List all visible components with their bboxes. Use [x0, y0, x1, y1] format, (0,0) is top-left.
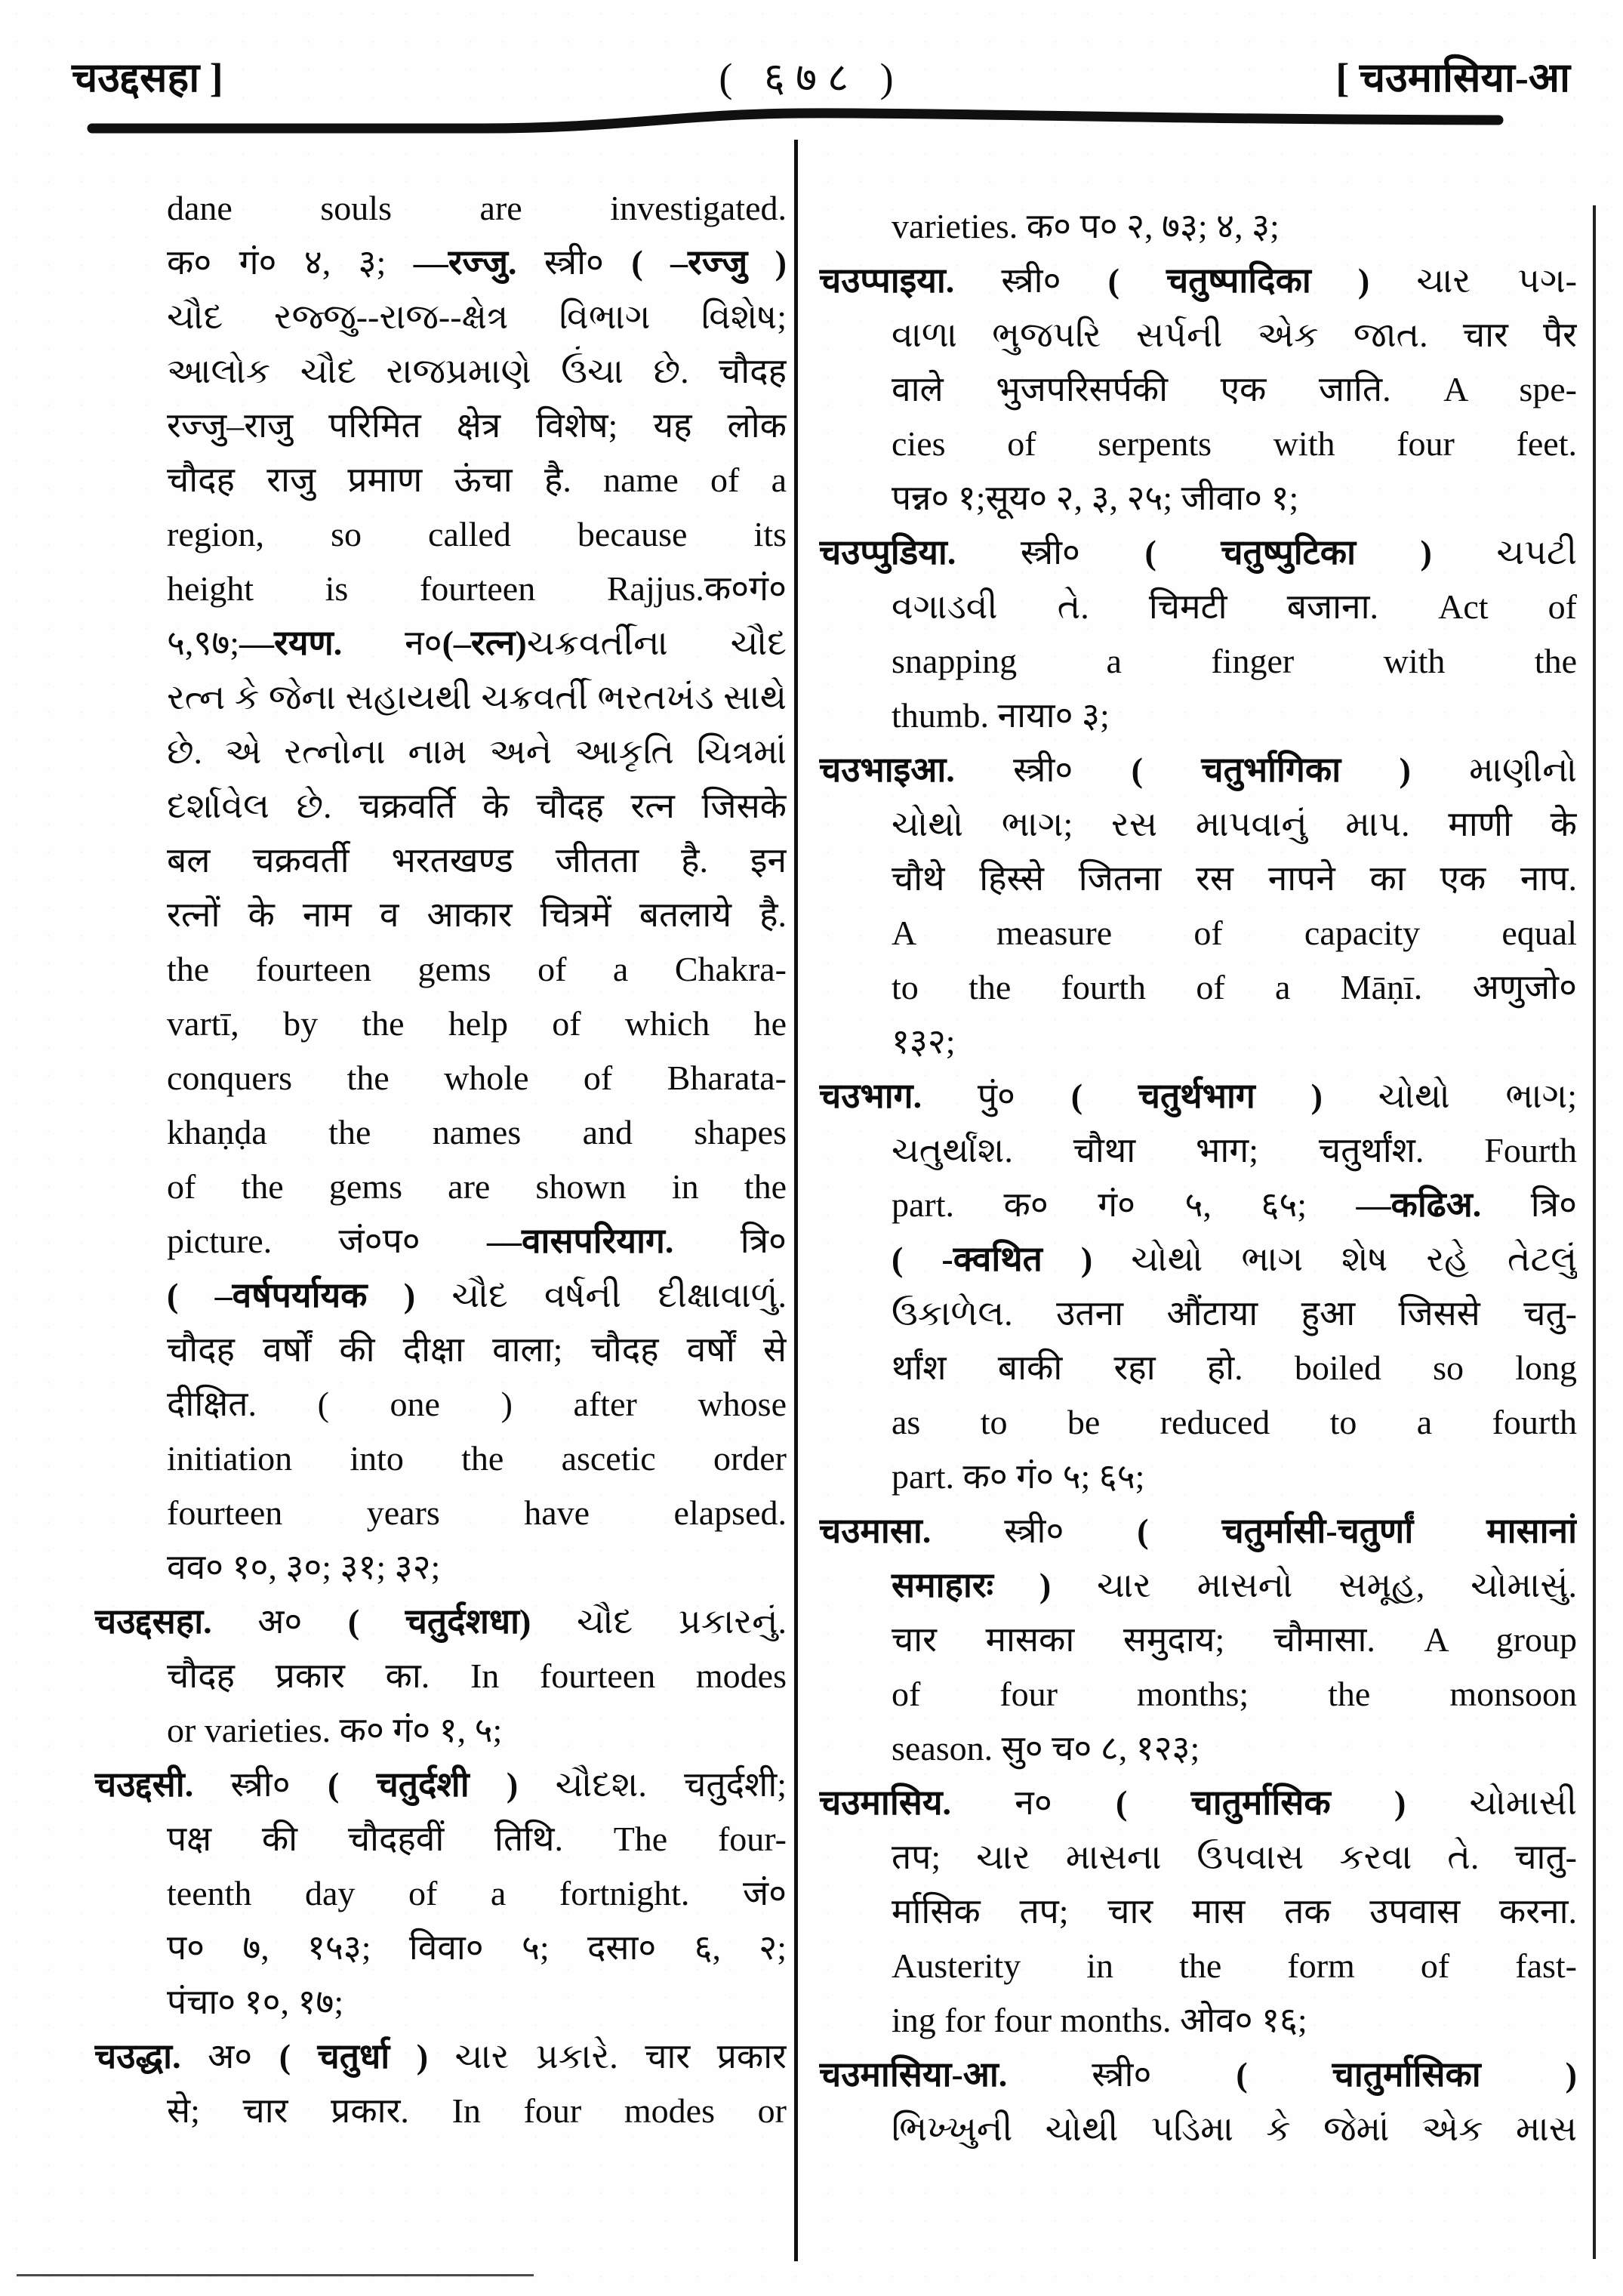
body-text: ચતુર્થાંશ. चौथा भाग; चतुर्थांश. Fourth — [892, 1131, 1577, 1170]
dict-line — [94, 1105, 787, 1160]
body-text: conquers the whole of Bharata- — [167, 1059, 787, 1097]
dict-line — [819, 1721, 1577, 1776]
body-text: त्रि० — [1481, 1185, 1577, 1224]
body-text: season. सु० च० ८, १२३; — [892, 1729, 1200, 1767]
dict-line — [819, 1667, 1577, 1721]
headword-bold-text: ( चतुर्दशधा) — [347, 1602, 531, 1641]
body-text: of the gems are shown in the — [167, 1167, 787, 1206]
body-text: આલોક ચૌદ રાજપ્રમાણે ઉંચા છે. चौदह — [167, 352, 787, 390]
dict-line — [94, 1051, 787, 1105]
column-divider — [794, 140, 798, 2261]
dict-line — [819, 689, 1577, 743]
dict-line — [94, 1323, 787, 1377]
dict-line — [94, 1812, 787, 1866]
headword-bold-text: चउमासिय. — [819, 1783, 952, 1822]
body-text: part. क० गं० ५; ६५; — [892, 1457, 1145, 1496]
dict-entry-line — [819, 525, 1577, 580]
headword-bold-text: चउप्पाइया. — [819, 261, 955, 300]
body-text: of four months; the monsoon — [892, 1675, 1577, 1713]
body-text: ચોમાસી — [1406, 1783, 1577, 1822]
body-text: varieties. क० प० २, ७३; ४, ३; — [892, 207, 1280, 245]
body-text: त्रि० — [673, 1222, 787, 1260]
body-text: the fourteen gems of a Chakra- — [167, 950, 787, 988]
body-text: ઉકાળેલ. उतना औंटाया हुआ जिससे चतु- — [892, 1294, 1577, 1333]
body-text: રત્ન કે જેના સહાયથી ચક્રવર્તી ભરતખંડ સાથે — [167, 678, 787, 717]
dict-line — [819, 1178, 1577, 1232]
body-text: स्त्री० — [1007, 2055, 1236, 2094]
dict-line — [819, 1993, 1577, 2048]
body-text: चार मासका समुदाय; चौमासा. A group — [892, 1620, 1577, 1659]
dict-line — [819, 1123, 1577, 1178]
dict-entry-line — [819, 743, 1577, 797]
body-text: वव० १०, ३०; ३१; ३२; — [167, 1548, 441, 1586]
dict-line — [94, 1649, 787, 1703]
body-text: છે. એ રત્નોના નામ અને આકૃતિ ચિત્રમાં — [167, 732, 787, 771]
body-text: ચૌદ રજ્જુ--રાજ--ક્ષેત્ર વિભાગ વિશેષ; — [167, 297, 787, 336]
body-text: अ० — [211, 1602, 348, 1641]
dict-line — [94, 507, 787, 562]
headword-bold-text: चउप्पुडिया. — [819, 533, 956, 572]
dict-line — [819, 1015, 1577, 1069]
headword-bold-text: चउद्दसी. — [94, 1765, 194, 1804]
dict-line — [819, 1232, 1577, 1287]
body-text: ing for four months. ओव० १६; — [892, 2001, 1307, 2039]
body-text: र्मासिक तप; चार मास तक उपवास करना. — [892, 1892, 1577, 1931]
dict-line — [94, 670, 787, 725]
body-text: न० — [342, 624, 442, 662]
headword-bold-text: —रयण. — [239, 624, 343, 662]
body-text: vartī, by the help of which he — [167, 1004, 787, 1043]
dict-line — [819, 471, 1577, 525]
body-text: વગાડવી તે. चिमटी बजाना. Act of — [892, 587, 1577, 626]
body-text: र्थांश बाकी रहा हो. boiled so long — [892, 1348, 1577, 1387]
headword-bold-text: ( चतुष्पादिका ) — [1107, 261, 1370, 300]
headword-bold-text: चउद्धा. — [94, 2037, 181, 2076]
body-text: ચાર પગ- — [1369, 261, 1577, 300]
headword-bold-text: चउमासिया-आ. — [819, 2055, 1008, 2094]
headword-bold-text: ( –वर्षपर्यायक ) — [167, 1276, 416, 1314]
body-text: चौथे हिस्से जितना रस नापने का एक नाप. — [892, 859, 1577, 898]
headword-bold-text: चउमासा. — [819, 1512, 932, 1550]
headword-bold-text: ( चातुर्मासिक ) — [1116, 1783, 1406, 1822]
dict-line — [94, 1921, 787, 1975]
body-text: १३२; — [892, 1022, 956, 1061]
headword-bold-text: चउभाइआ. — [819, 750, 955, 789]
body-text: part. क० गं० ५, ६५; — [892, 1185, 1357, 1224]
body-text: स्त्री० — [931, 1512, 1138, 1550]
body-text: માણીનો — [1410, 750, 1577, 789]
dict-line — [94, 1214, 787, 1268]
headword-bold-text: ( चतुर्दशी ) — [327, 1765, 519, 1804]
dict-entry-line — [94, 1758, 787, 1812]
body-text: initiation into the ascetic order — [167, 1439, 787, 1478]
dict-line — [819, 960, 1577, 1015]
headword-bold-text: ( चतुर्धा ) — [279, 2037, 429, 2076]
body-text: દર્શાવેલ છે. चक्रवर्ति के चौदह रत्न जिसके — [167, 787, 787, 825]
dict-line — [94, 2084, 787, 2138]
dict-line — [819, 1830, 1577, 1885]
body-text: बल चक्रवर्ती भरतखण्ड जीतता है. इन — [167, 841, 787, 880]
body-text: thumb. नाया० ३; — [892, 696, 1110, 735]
body-text: वाले भुजपरिसर्पकी एक जाति. A spe- — [892, 370, 1577, 408]
body-text: पन्न० १;सूय० २, ३, २५; जीवा० १; — [892, 479, 1299, 517]
body-text: स्त्री० — [516, 243, 632, 282]
dict-line — [94, 997, 787, 1051]
dict-line — [819, 797, 1577, 852]
body-text: fourteen years have elapsed. — [167, 1493, 787, 1532]
headword-bold-text: —रज्जु. — [413, 243, 517, 282]
header-rule — [0, 104, 1623, 139]
body-text: khaṇḍa the names and shapes — [167, 1113, 787, 1151]
body-text: प० ७, १५३; विवा० ५; दसा० ६, २; — [167, 1928, 787, 1967]
dict-line — [819, 1885, 1577, 1939]
dict-line — [819, 1939, 1577, 1993]
dict-line — [94, 834, 787, 888]
body-text: ચપટી — [1431, 533, 1577, 572]
dict-entry-line — [94, 1595, 787, 1649]
body-text: as to be reduced to a fourth — [892, 1403, 1577, 1441]
body-text: to the fourth of a Māṇī. अणुजो० — [892, 968, 1577, 1006]
body-text: ચક્રવર્તીના ચૌદ — [526, 624, 787, 662]
dict-line — [94, 1866, 787, 1921]
dict-line — [819, 1613, 1577, 1667]
body-text: ચૌદ પ્રકારનું. — [531, 1602, 787, 1641]
body-text: पुं० — [922, 1077, 1071, 1115]
dict-line — [819, 1341, 1577, 1395]
headword-bold-text: —कढिअ. — [1356, 1185, 1482, 1224]
body-text: ચોથો ભાગ શેષ રહે તેટલું — [1092, 1240, 1577, 1278]
dict-entry-line — [819, 2048, 1577, 2102]
dict-line — [819, 362, 1577, 417]
dict-line — [819, 634, 1577, 689]
headword-bold-text: ( चतुर्थभाग ) — [1070, 1077, 1323, 1115]
headword-bold-text: ( –रज्जु ) — [631, 243, 787, 282]
body-text: or varieties. क० गं० १, ५; — [167, 1711, 503, 1749]
dict-line — [819, 852, 1577, 906]
dict-line — [94, 399, 787, 453]
body-text: ચોથો ભાગ; રસ માપવાનું માપ. माणी के — [892, 805, 1577, 843]
body-text: ચાર માસનો સમૂહ, ચોમાસું. — [1051, 1566, 1577, 1604]
body-text: ભિખ્ખુની ચોથી પડિમા કે જેમાં એક માસ — [892, 2110, 1577, 2148]
body-text: teenth day of a fortnight. जं० — [167, 1874, 787, 1912]
dict-entry-line — [819, 1504, 1577, 1558]
dict-line — [94, 453, 787, 507]
dict-line — [94, 1377, 787, 1432]
body-text: स्त्री० — [954, 750, 1132, 789]
dict-line — [819, 1450, 1577, 1504]
header-right-keyword: [ चउमासिया-आ — [1335, 55, 1570, 100]
body-text: height is fourteen Rajjus.क०गं० — [167, 569, 787, 608]
body-text: पक्ष की चौदहवीं तिथि. The four- — [167, 1820, 787, 1858]
dict-line — [819, 417, 1577, 471]
body-text: स्त्री० — [954, 261, 1108, 300]
dict-entry-line — [819, 1776, 1577, 1830]
headword-bold-text: ( चतुर्मासी-चतुर्णां मासानां — [1137, 1512, 1577, 1550]
body-text: दीक्षित. ( one ) after whose — [167, 1385, 787, 1423]
dict-line — [94, 1268, 787, 1323]
page-number: ( ६७८ ) — [719, 55, 904, 100]
left-column — [94, 181, 787, 2138]
right-border-rule — [1593, 205, 1596, 2259]
dict-line — [94, 1160, 787, 1214]
body-text: पंचा० १०, १७; — [167, 1983, 344, 2021]
body-text: चौदह प्रकार का. In fourteen modes — [167, 1657, 787, 1695]
body-text: से; चार प्रकार. In four modes or — [167, 2091, 787, 2130]
body-text: चौदह राजु प्रमाण ऊंचा है. name of a — [167, 461, 787, 499]
body-text: dane souls are investigated. — [167, 189, 787, 227]
body-text: तप; ચાર માસના ઉપવાસ કરવા તે. चातु- — [892, 1838, 1577, 1876]
dict-entry-line — [819, 1069, 1577, 1123]
dict-line — [94, 562, 787, 616]
body-text: स्त्री० — [956, 533, 1145, 572]
body-text: ચૌદશ. चतुर्दशी; — [518, 1765, 787, 1804]
headword-bold-text: ( चतुर्भागिका ) — [1131, 750, 1411, 789]
headword-bold-text: —वासपरियाग. — [486, 1222, 674, 1260]
dict-line — [94, 290, 787, 344]
body-text: रत्नों के नाम व आकार चित्रमें बतलाये है. — [167, 895, 787, 934]
dict-line — [94, 344, 787, 399]
dict-line — [819, 1558, 1577, 1613]
headword-bold-text: ( चतुष्पुटिका ) — [1144, 533, 1432, 572]
dict-line — [94, 888, 787, 942]
dict-line — [819, 580, 1577, 634]
dict-line — [94, 236, 787, 290]
headword-bold-text: चउद्दसहा. — [94, 1602, 212, 1641]
headword-bold-text: ( -क्वथित ) — [892, 1240, 1093, 1278]
body-text: ચૌદ વર્ષની દીક્ષાવાળું. — [415, 1276, 787, 1314]
body-text: cies of serpents with four feet. — [892, 424, 1577, 463]
dict-line — [819, 906, 1577, 960]
dict-line — [94, 942, 787, 997]
body-text: વાળા ભુજપરિ સર્પની એક જાત. चार पैर — [892, 316, 1577, 354]
right-column — [819, 199, 1577, 2156]
dict-line — [94, 1486, 787, 1540]
dict-entry-line — [819, 254, 1577, 308]
headword-bold-text: ( चातुर्मासिका ) — [1236, 2055, 1577, 2094]
dict-line — [819, 1395, 1577, 1450]
body-text: ચોથો ભાગ; — [1322, 1077, 1577, 1115]
dict-line — [819, 308, 1577, 362]
body-text: picture. जं०प० — [167, 1222, 487, 1260]
body-text: A measure of capacity equal — [892, 914, 1577, 952]
dict-line — [819, 1287, 1577, 1341]
dict-line — [94, 779, 787, 834]
dict-line — [819, 2102, 1577, 2156]
bottom-partial-rule — [17, 2274, 534, 2276]
body-text: snapping a finger with the — [892, 642, 1577, 680]
body-text: ५,९७; — [167, 624, 240, 662]
headword-bold-text: चउभाग. — [819, 1077, 922, 1115]
body-text: ચાર પ્રકારે. चार प्रकार — [428, 2037, 787, 2076]
dict-line — [819, 199, 1577, 254]
dict-line — [94, 725, 787, 779]
dict-line — [94, 1432, 787, 1486]
body-text: Austerity in the form of fast- — [892, 1946, 1577, 1985]
body-text: क० गं० ४, ३; — [167, 243, 414, 282]
headword-bold-text: समाहारः ) — [892, 1566, 1052, 1604]
dict-entry-line — [94, 2029, 787, 2084]
headword-bold-text: (–रत्न) — [442, 624, 527, 662]
dict-line — [94, 1540, 787, 1595]
body-text: रज्जु–राजु परिमित क्षेत्र विशेष; यह लोक — [167, 406, 787, 445]
header-left-keyword: चउद्दसहा ] — [72, 55, 223, 100]
body-text: स्त्री० — [193, 1765, 328, 1804]
dict-line — [94, 1975, 787, 2029]
dict-line — [94, 181, 787, 236]
body-text: न० — [951, 1783, 1116, 1822]
body-text: region, so called because its — [167, 515, 787, 553]
body-text: चौदह वर्षों की दीक्षा वाला; चौदह वर्षों से — [167, 1330, 787, 1369]
dict-line — [94, 616, 787, 670]
dict-line — [94, 1703, 787, 1758]
body-text: अ० — [180, 2037, 279, 2076]
